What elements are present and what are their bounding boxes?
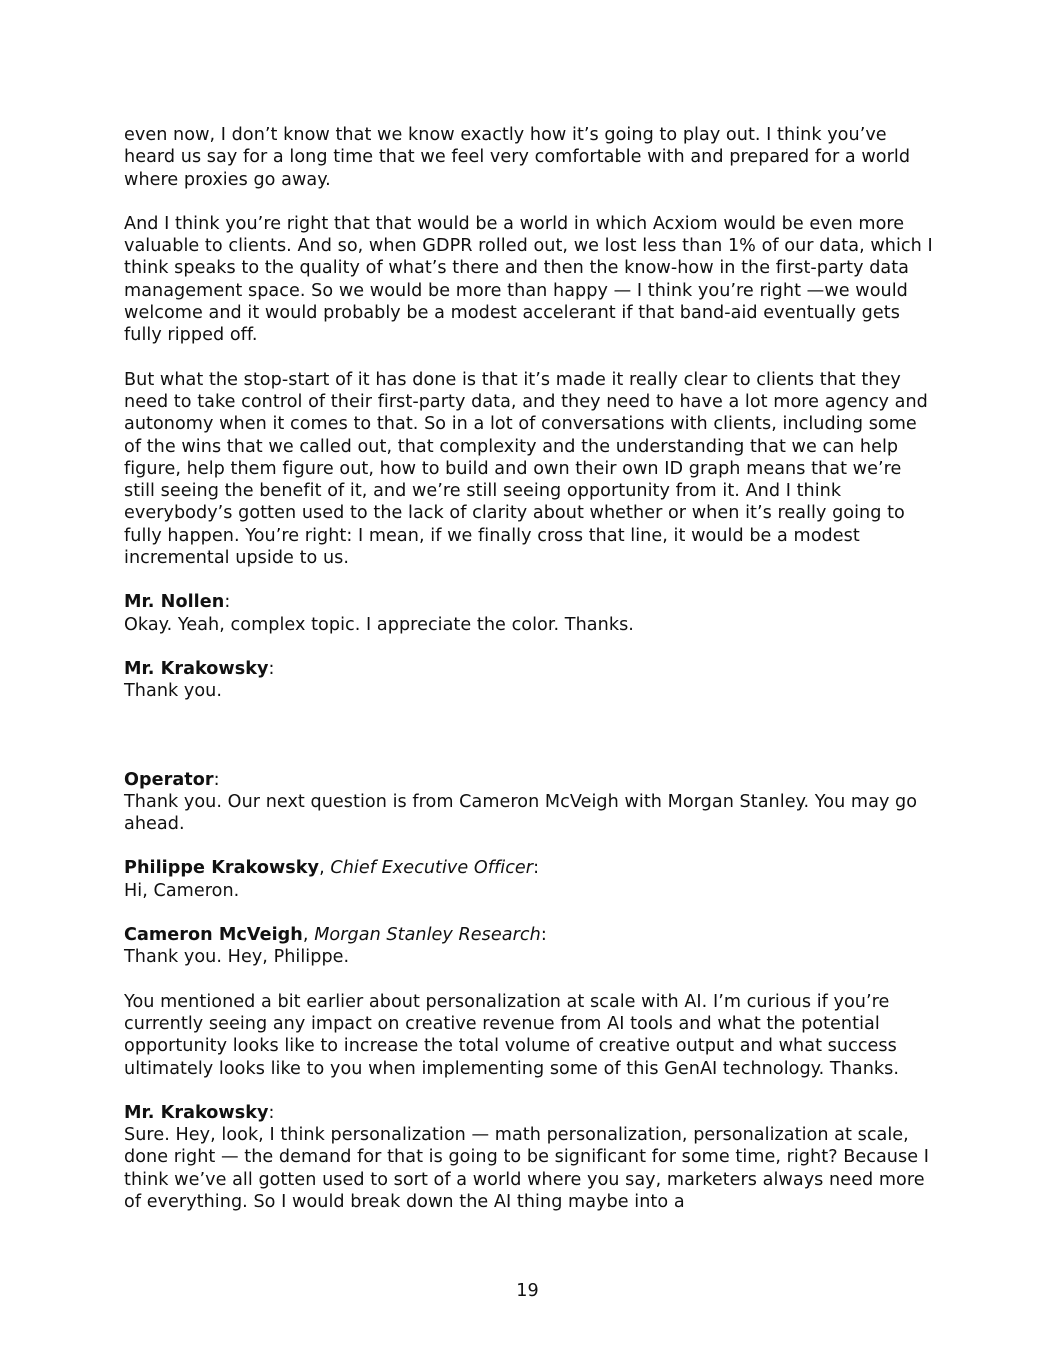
speaker-colon: : <box>540 925 547 946</box>
transcript-body <box>124 124 934 1235</box>
speaker-name: Operator <box>124 769 214 790</box>
speaker-name: Mr. Krakowsky <box>124 1102 269 1123</box>
speaker-remark: Thank you. Our next question is from Cameron McVeigh with Morgan Stanley. You may go ahead. <box>124 791 918 835</box>
speaker-block-krakowsky-answer <box>124 1102 934 1213</box>
speaker-block-philippe <box>124 857 934 902</box>
speaker-block-krakowsky <box>124 658 934 703</box>
paragraph-first-party-data: But what the stop-start of it has done is that it’s made it really clear to clients that they need to take control of their first-party data, and they need to have a lot more agency and autonomy when it comes to that. So in a lot of conversations with clients, including some of the wins that we called out, that complexity and the understanding that we can help figure, help them figure out, how to build and own their own ID graph means that we’re still seeing the benefit of it, and we’re still seeing opportunity from it. And I think everybody’s gotten used to the lack of clarity about whether or when it’s really going to fully happen. You’re right: I mean, if we finally cross that line, it would be a modest incremental upside to us. <box>124 369 928 569</box>
speaker-heading <box>124 857 934 879</box>
speaker-colon: : <box>268 1102 275 1123</box>
speaker-colon: : <box>213 769 220 790</box>
speaker-heading <box>124 924 934 946</box>
speaker-remark: Hi, Cameron. <box>124 880 240 901</box>
speaker-heading <box>124 591 934 613</box>
paragraph-ai-question: You mentioned a bit earlier about personalization at scale with AI. I’m curious if you’re currently seeing any impact on creative revenue from AI tools and what the potential opportunity looks like to increase the total volume of creative output and what success ultimately looks like to you when implementing some of this GenAI technology. Thanks. <box>124 991 900 1079</box>
speaker-colon: : <box>533 858 540 879</box>
section-spacer <box>124 725 934 769</box>
speaker-remark: Thank you. <box>124 681 223 702</box>
speaker-remark: Sure. Hey, look, I think personalization — math personalization, personalization at scale, done right — the demand for that is going to be significant for some time, right? Because I think we’ve all gotten used to sort of a world where you say, marketers always need more of everything. So I would break down the AI thing maybe into a <box>124 1125 929 1212</box>
speaker-separator: , <box>302 925 315 946</box>
speaker-colon: : <box>268 658 275 679</box>
speaker-block-nollen <box>124 591 934 636</box>
speaker-remark: Okay. Yeah, complex topic. I appreciate the color. Thanks. <box>124 614 634 635</box>
speaker-separator: , <box>319 858 331 879</box>
page-number: 19 <box>516 1281 539 1301</box>
paragraph-proxies: even now, I don’t know that we know exactly how it’s going to play out. I think you’ve heard us say for a long time that we feel very comfortable with and prepared for a world where proxies go away. <box>124 125 911 190</box>
speaker-title: Chief Executive Officer <box>330 858 534 879</box>
speaker-block-cameron <box>124 924 934 969</box>
speaker-block-operator <box>124 769 934 836</box>
speaker-name: Philippe Krakowsky <box>124 858 320 879</box>
speaker-colon: : <box>224 592 231 613</box>
speaker-title: Morgan Stanley Research <box>314 925 541 946</box>
speaker-name: Cameron McVeigh <box>124 925 303 946</box>
speaker-heading <box>124 1102 934 1124</box>
paragraph-acxiom-gdpr: And I think you’re right that that would be a world in which Acxiom would be even more valuable to clients. And so, when GDPR rolled out, we lost less than 1% of our data, which I think speaks to the quality of what’s there and then the know-how in the first-party data management space. So we would be more than happy — I think you’re right —we would welcome and it would probably be a modest accelerant if that band-aid eventually gets fully ripped off. <box>124 213 933 346</box>
speaker-heading <box>124 769 934 791</box>
speaker-name: Mr. Krakowsky <box>124 658 269 679</box>
speaker-heading <box>124 658 934 680</box>
speaker-remark: Thank you. Hey, Philippe. <box>124 947 350 968</box>
speaker-name: Mr. Nollen <box>124 592 225 613</box>
